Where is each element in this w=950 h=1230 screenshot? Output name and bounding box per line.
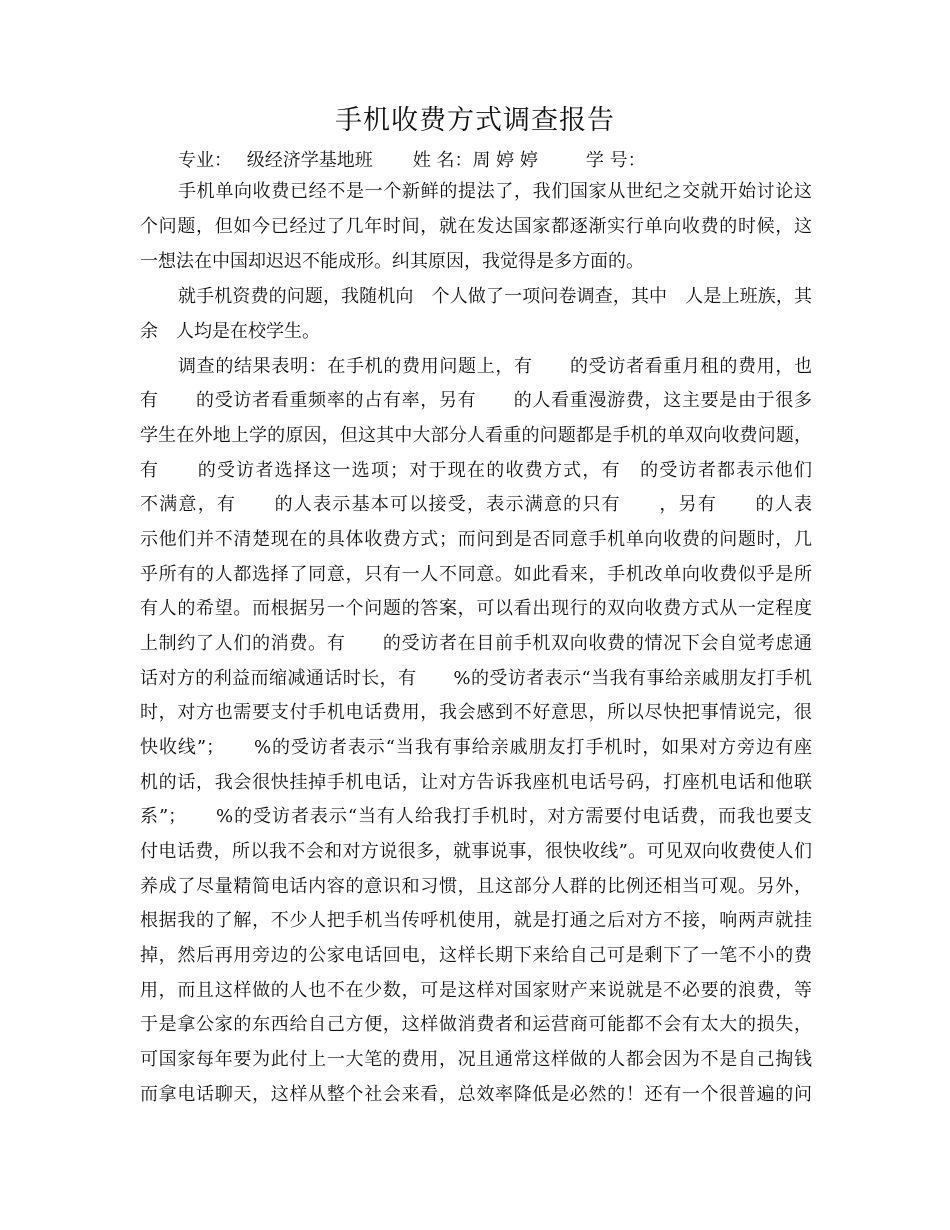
paragraph-line: 用，而且这样做的人也不在少数，可是这样对国家财产来说就是不必要的浪费，等 [140,980,812,1001]
name-field: 姓 名：周 婷 婷 [412,150,538,171]
paragraph-line: 有人的希望。而根据另一个问题的答案，可以看出现行的双向收费方式从一定程度 [140,598,812,619]
paragraph-line: 一想法在中国却迟迟不能成形。纠其原因，我觉得是多方面的。 [140,251,644,272]
paragraph-line: 于是拿公家的东西给自己方便，这样做消费者和运营商可能都不会有太大的损失， [140,1014,812,1035]
paragraph-line: 掉，然后再用旁边的公家电话回电，这样长期下来给自己可是剩下了一笔不小的费 [140,945,812,966]
paragraph-line: 调查的结果表明：在手机的费用问题上，有 的受访者看重月租的费用，也 [178,356,812,377]
paragraph-line: 示他们并不清楚现在的具体收费方式；而问到是否同意手机单向收费的问题时，几 [140,529,812,550]
paragraph-line: 有 的受访者看重频率的占有率，另有 的人看重漫游费，这主要是由于很多 [140,390,812,411]
paragraph-line: 养成了尽量精简电话内容的意识和习惯，且这部分人群的比例还相当可观。另外， [140,876,812,897]
paragraph-line: 有 的受访者选择这一选项；对于现在的收费方式，有 的受访者都表示他们 [140,460,812,481]
paragraph-line: 付电话费，所以我不会和对方说很多，就事说事，很快收线”。可见双向收费使人们 [140,841,812,862]
major-field: 专业： 级经济学基地班 [178,150,373,171]
paragraph-line: 时，对方也需要支付手机电话费用，我会感到不好意思，所以尽快把事情说完，很 [140,702,812,723]
paragraph-line: 机的话，我会很快挂掉手机电话，让对方告诉我座机电话号码，打座机电话和他联 [140,772,812,793]
paragraph-line: 余 人均是在校学生。 [140,321,320,342]
author-info-line [178,146,646,176]
paragraph-line: 不满意，有 的人表示基本可以接受，表示满意的只有 ，另有 的人表 [140,494,812,515]
paragraph-line: 上制约了人们的消费。有 的受访者在目前手机双向收费的情况下会自觉考虑通 [140,633,812,654]
paragraph-line: 系”； %的受访者表示“当有人给我打手机时，对方需要付电话费，而我也要支 [140,806,812,827]
paragraph-line: 而拿电话聊天，这样从整个社会来看，总效率降低是必然的！还有一个很普遍的问 [140,1084,812,1105]
student-id-field: 学 号： [585,150,646,171]
paragraph-line: 根据我的了解，不少人把手机当传呼机使用，就是打通之后对方不接，响两声就挂 [140,910,812,931]
paragraph-line: 可国家每年要为此付上一大笔的费用，况且通常这样做的人都会因为不是自己掏钱 [140,1049,812,1070]
paragraph-line: 话对方的利益而缩减通话时长，有 %的受访者表示“当我有事给亲戚朋友打手机 [140,668,812,689]
paragraph-line: 个问题，但如今已经过了几年时间，就在发达国家都逐渐实行单向收费的时候，这 [140,216,812,237]
document-title: 手机收费方式调查报告 [335,105,615,136]
paragraph-line: 就手机资费的问题，我随机向 个人做了一项问卷调查，其中 人是上班族，其 [178,286,812,307]
paragraph-line: 学生在外地上学的原因，但这其中大部分人看重的问题都是手机的单双向收费问题， [140,425,812,446]
paragraph-line: 乎所有的人都选择了同意，只有一人不同意。如此看来，手机改单向收费似乎是所 [140,564,812,585]
paragraph-line: 手机单向收费已经不是一个新鲜的提法了，我们国家从世纪之交就开始讨论这 [178,181,812,202]
paragraph-line: 快收线”； %的受访者表示“当我有事给亲戚朋友打手机时，如果对方旁边有座 [140,737,812,758]
